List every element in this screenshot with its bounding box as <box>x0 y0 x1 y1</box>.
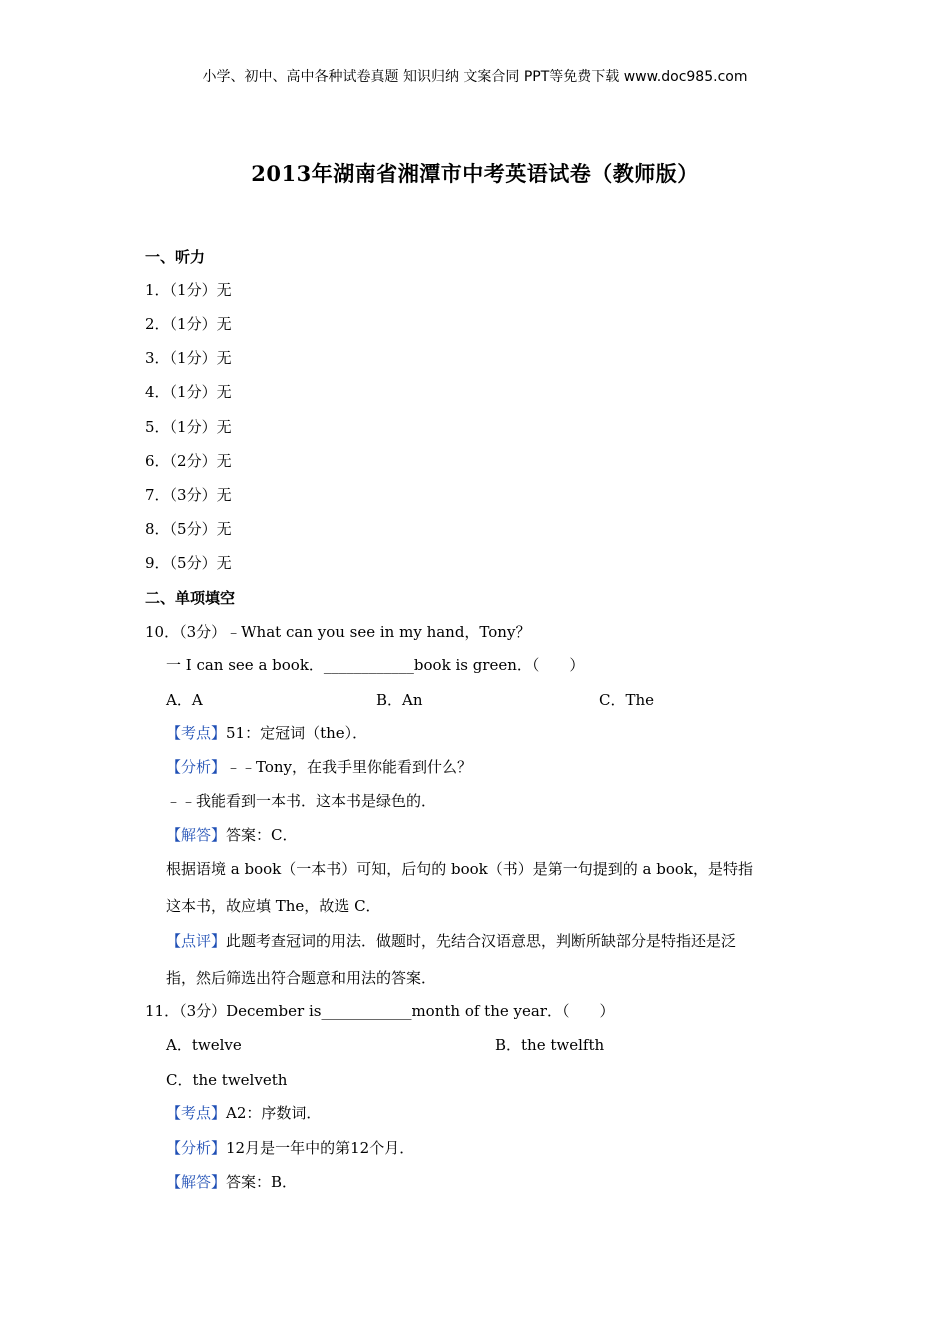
question-10-kaodian <box>166 722 367 743</box>
question-11-fenxi <box>166 1137 414 1158</box>
list-item: 5．（1分）无 <box>145 418 232 436</box>
list-item: 7．（3分）无 <box>145 486 232 504</box>
question-10-option-b: B．An <box>376 691 423 709</box>
question-10-fenxi-2: ﹣﹣我能看到一本书．这本书是绿色的． <box>166 792 437 810</box>
list-item: 3．（1分）无 <box>145 349 232 367</box>
list-item: 6．（2分）无 <box>145 452 232 470</box>
kaodian-tag: 【考点】 <box>166 1104 227 1122</box>
jieda-tag: 【解答】 <box>166 826 227 844</box>
jieda-text: 答案：B． <box>226 1173 298 1191</box>
question-11-stem: 11．（3分）December is____________month of the year．（ ） <box>145 1002 615 1020</box>
question-11-option-a: A．twelve <box>166 1036 242 1054</box>
jieda-text: 答案：C． <box>226 826 298 844</box>
section-heading-single-choice: 二、单项填空 <box>145 589 236 607</box>
section-heading-listening: 一、听力 <box>145 248 206 266</box>
fenxi-tag: 【分析】 <box>166 758 227 776</box>
question-11-option-c: C．the twelveth <box>166 1071 288 1089</box>
question-10-line2: 一 I can see a book．____________book is green．（ ） <box>166 656 585 674</box>
question-11-kaodian <box>166 1102 321 1123</box>
list-item: 8．（5分）无 <box>145 520 232 538</box>
question-10-stem: 10．（3分）﹣What can you see in my hand，Tony？ <box>145 623 531 641</box>
kaodian-text: A2：序数词． <box>226 1104 322 1122</box>
kaodian-text: 51：定冠词（the）． <box>226 724 368 742</box>
list-item: 2．（1分）无 <box>145 315 232 333</box>
list-item: 9．（5分）无 <box>145 554 232 572</box>
document-title: 2013年湖南省湘潭市中考英语试卷（教师版） <box>251 161 699 186</box>
question-10-dianping <box>166 930 736 951</box>
question-10-jieda-2: 根据语境 a book（一本书）可知，后句的 book（书）是第一句提到的 a book，是特指 <box>166 860 753 878</box>
question-10-dianping-2: 指，然后筛选出符合题意和用法的答案． <box>166 969 437 987</box>
list-item: 4．（1分）无 <box>145 383 232 401</box>
question-10-jieda-3: 这本书，故应填 The，故选 C． <box>166 897 381 915</box>
dianping-text: 此题考查冠词的用法．做题时，先结合汉语意思，判断所缺部分是特指还是泛 <box>226 932 737 950</box>
question-11-jieda <box>166 1171 297 1192</box>
list-item: 1．（1分）无 <box>145 281 232 299</box>
fenxi-tag: 【分析】 <box>166 1139 227 1157</box>
dianping-tag: 【点评】 <box>166 932 227 950</box>
question-11-option-b: B．the twelfth <box>495 1036 605 1054</box>
jieda-tag: 【解答】 <box>166 1173 227 1191</box>
page-header-note: 小学、初中、高中各种试卷真题 知识归纳 文案合同 PPT等免费下载 www.doc985.com <box>202 69 748 85</box>
kaodian-tag: 【考点】 <box>166 724 227 742</box>
question-10-option-c: C．The <box>599 691 655 709</box>
question-10-jieda <box>166 824 298 845</box>
fenxi-text: 12月是一年中的第12个月． <box>226 1139 415 1157</box>
question-10-fenxi <box>166 756 472 777</box>
fenxi-text: ﹣﹣Tony，在我手里你能看到什么？ <box>226 758 473 776</box>
question-10-option-a: A．A <box>166 691 203 709</box>
